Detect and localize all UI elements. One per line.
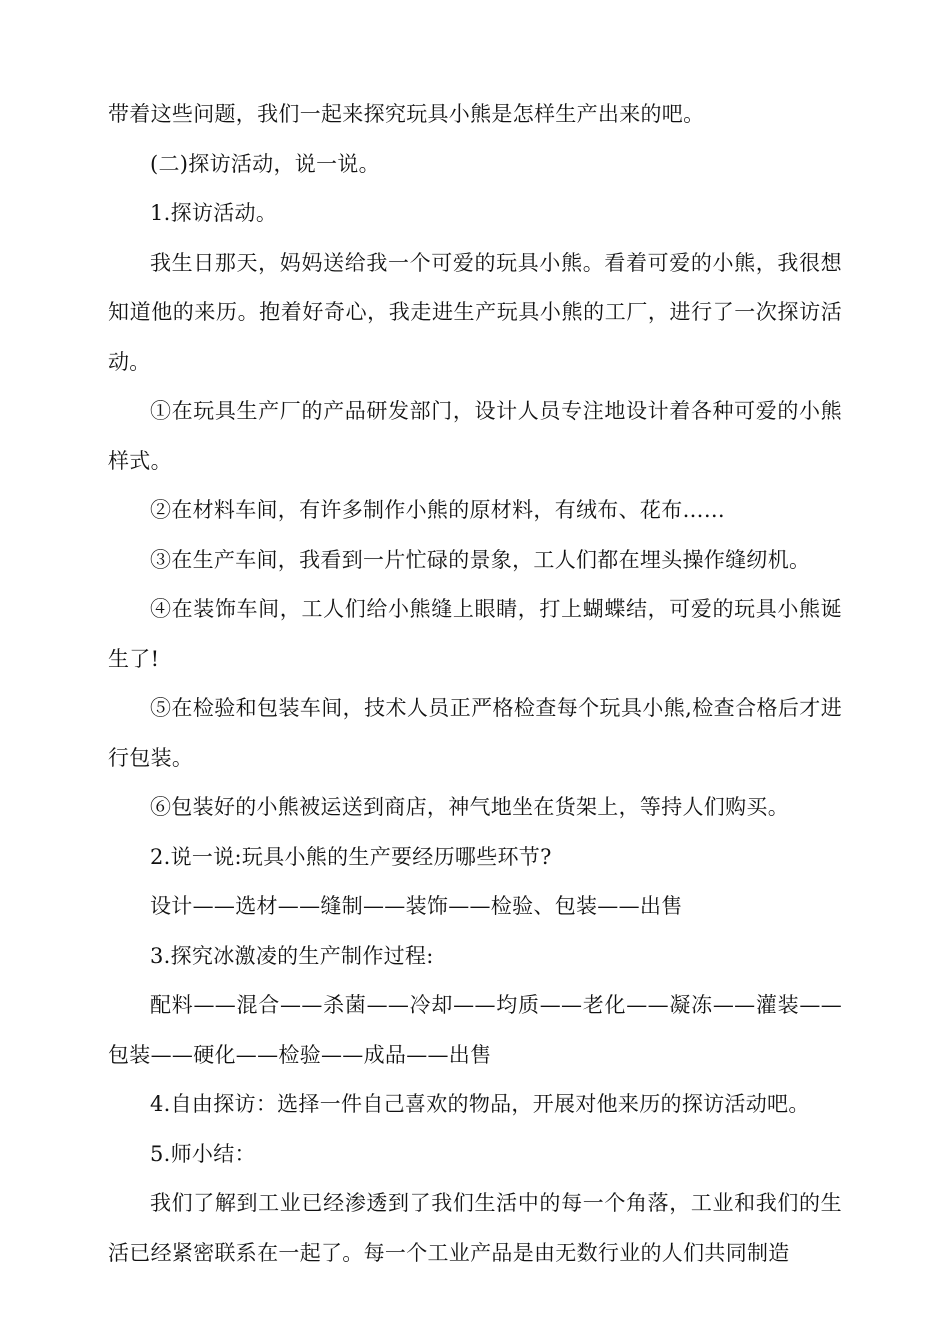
icecream-process-chain: 配料——混合——杀菌——冷却——均质——老化——凝冻——灌装——包装——硬化——检验——成品——出售 [108,993,842,1067]
step-materials: ②在材料车间，有许多制作小熊的原材料，有绒布、花布…… [150,498,726,522]
item-heading-summary: 5.师小结： [150,1141,256,1166]
paragraph-birthday-story: 我生日那天，妈妈送给我一个可爱的玩具小熊。看着可爱的小熊，我很想知道他的来历。抱着好奇心，我走进生产玩具小熊的工厂，进行了一次探访活动。 [108,250,842,374]
paragraph-summary: 我们了解到工业已经渗透到了我们生活中的每一个角落，工业和我们的生活已经紧密联系在一起了。每一个工业产品是由无数行业的人们共同制造 [108,1191,842,1265]
step-sale: ⑥包装好的小熊被运送到商店，神气地坐在货架上，等持人们购买。 [150,795,789,819]
item-free-visit: 4.自由探访：选择一件自己喜欢的物品，开展对他来历的探访活动吧。 [150,1092,810,1116]
item-heading-discuss: 2.说一说:玩具小熊的生产要经历哪些环节? [150,844,552,869]
document-body [108,90,842,1278]
item-heading-visit-activity: 1.探访活动。 [150,201,278,225]
step-decoration: ④在装饰车间，工人们给小熊缝上眼睛，打上蝴蝶结，可爱的玩具小熊诞生了! [108,597,842,671]
item-heading-icecream: 3.探究冰激凌的生产制作过程: [150,943,434,968]
paragraph-intro: 带着这些问题，我们一起来探究玩具小熊是怎样生产出来的吧。 [108,102,705,126]
step-design: ①在玩具生产厂的产品研发部门，设计人员专注地设计着各种可爱的小熊样式。 [108,399,842,473]
section-heading-visit: (二)探访活动，说一说。 [150,151,380,176]
bear-process-chain: 设计——选材——缝制——装饰——检验、包装——出售 [150,894,683,918]
step-production: ③在生产车间，我看到一片忙碌的景象，工人们都在埋头操作缝纫机。 [150,547,811,572]
step-inspection-packaging: ⑤在检验和包装车间，技术人员正严格检查每个玩具小熊,检查合格后才进行包装。 [108,696,842,770]
